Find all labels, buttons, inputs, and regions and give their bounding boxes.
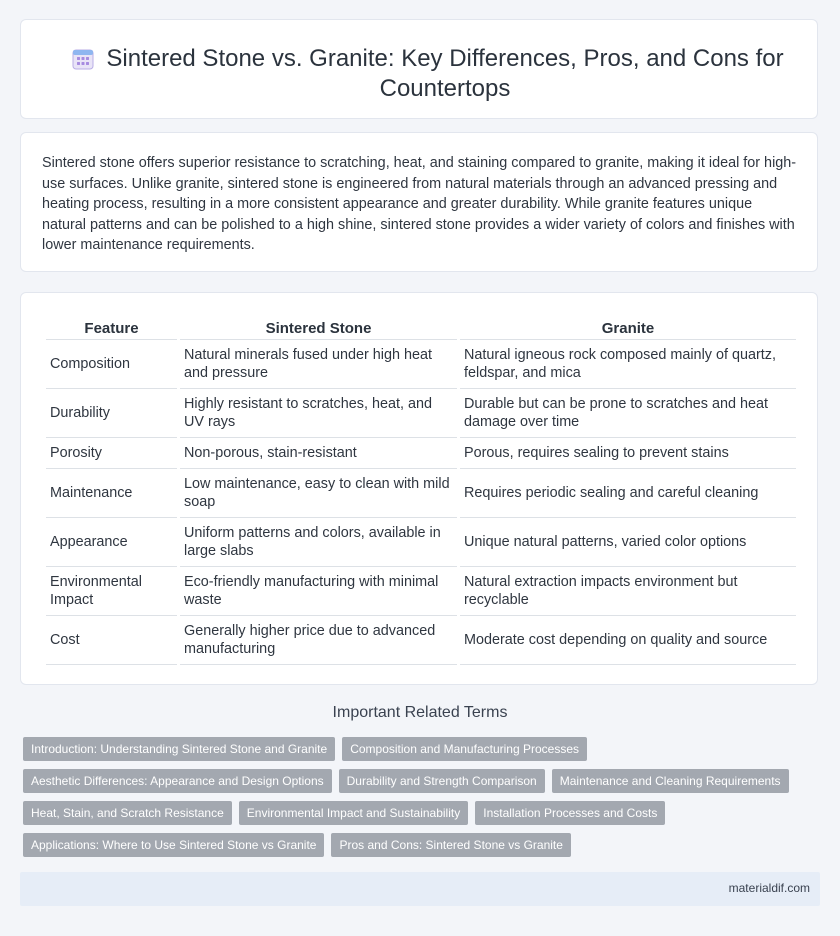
intro-card [20, 132, 818, 272]
row-sintered: Natural minerals fused under high heat and pressure [180, 340, 457, 389]
row-feature: Cost [46, 616, 177, 665]
row-granite: Porous, requires sealing to prevent stains [460, 438, 796, 469]
row-granite: Natural igneous rock composed mainly of quartz, feldspar, and mica [460, 340, 796, 389]
related-term-tag[interactable]: Heat, Stain, and Scratch Resistance [23, 801, 232, 825]
table-row [46, 518, 796, 567]
row-granite: Unique natural patterns, varied color options [460, 518, 796, 567]
tag-row [23, 833, 803, 857]
header-sintered-stone: Sintered Stone [180, 315, 457, 340]
row-granite: Moderate cost depending on quality and source [460, 616, 796, 665]
related-term-tag[interactable]: Composition and Manufacturing Processes [342, 737, 587, 761]
row-sintered: Low maintenance, easy to clean with mild soap [180, 469, 457, 518]
related-terms-title: Important Related Terms [332, 704, 508, 721]
related-terms-list [23, 737, 803, 865]
row-feature: Environmental Impact [46, 567, 177, 616]
table-row [46, 389, 796, 438]
row-sintered: Non-porous, stain-resistant [180, 438, 457, 469]
footer-site-link[interactable]: materialdif.com [728, 881, 810, 895]
row-feature: Porosity [46, 438, 177, 469]
related-term-tag[interactable]: Applications: Where to Use Sintered Stone vs Granite [23, 833, 324, 857]
related-term-tag[interactable]: Installation Processes and Costs [475, 801, 665, 825]
table-row [46, 438, 796, 469]
tag-row [23, 801, 803, 825]
page-title-wrap [61, 44, 787, 104]
row-sintered: Uniform patterns and colors, available in large slabs [180, 518, 457, 567]
related-term-tag[interactable]: Introduction: Understanding Sintered Stone and Granite [23, 737, 335, 761]
comparison-table [43, 315, 799, 665]
related-term-tag[interactable]: Pros and Cons: Sintered Stone vs Granite [331, 833, 570, 857]
table-row [46, 469, 796, 518]
tag-row [23, 769, 803, 793]
header-feature: Feature [46, 315, 177, 340]
related-term-tag[interactable]: Maintenance and Cleaning Requirements [552, 769, 789, 793]
row-granite: Requires periodic sealing and careful cleaning [460, 469, 796, 518]
row-feature: Composition [46, 340, 177, 389]
row-sintered: Highly resistant to scratches, heat, and UV rays [180, 389, 457, 438]
header-card [20, 19, 818, 119]
table-row [46, 567, 796, 616]
page-title: Sintered Stone vs. Granite: Key Differences, Pros, and Cons for Countertops [106, 45, 784, 102]
header-granite: Granite [460, 315, 796, 340]
row-feature: Appearance [46, 518, 177, 567]
footer-bar [20, 872, 820, 906]
table-row [46, 616, 796, 665]
related-term-tag[interactable]: Aesthetic Differences: Appearance and Design Options [23, 769, 332, 793]
row-sintered: Generally higher price due to advanced manufacturing [180, 616, 457, 665]
row-feature: Durability [46, 389, 177, 438]
table-row [46, 340, 796, 389]
comparison-card [20, 292, 818, 685]
related-term-tag[interactable]: Durability and Strength Comparison [339, 769, 545, 793]
row-sintered: Eco-friendly manufacturing with minimal waste [180, 567, 457, 616]
row-granite: Natural extraction impacts environment but recyclable [460, 567, 796, 616]
related-term-tag[interactable]: Environmental Impact and Sustainability [239, 801, 468, 825]
row-granite: Durable but can be prone to scratches and heat damage over time [460, 389, 796, 438]
tag-row [23, 737, 803, 761]
table-header-row [46, 315, 796, 340]
intro-text: Sintered stone offers superior resistance to scratching, heat, and staining compared to granite, making it ideal for high-use surfaces. Unlike granite, sintered stone is engineered from natural materials through an advanced pressing and heating process, resulting in a more consistent appearance and greater durability. While granite features unique natural patterns and can be polished to a high shine, sintered stone provides a wider variety of colors and finishes with lower maintenance requirements. [42, 155, 797, 253]
row-feature: Maintenance [46, 469, 177, 518]
